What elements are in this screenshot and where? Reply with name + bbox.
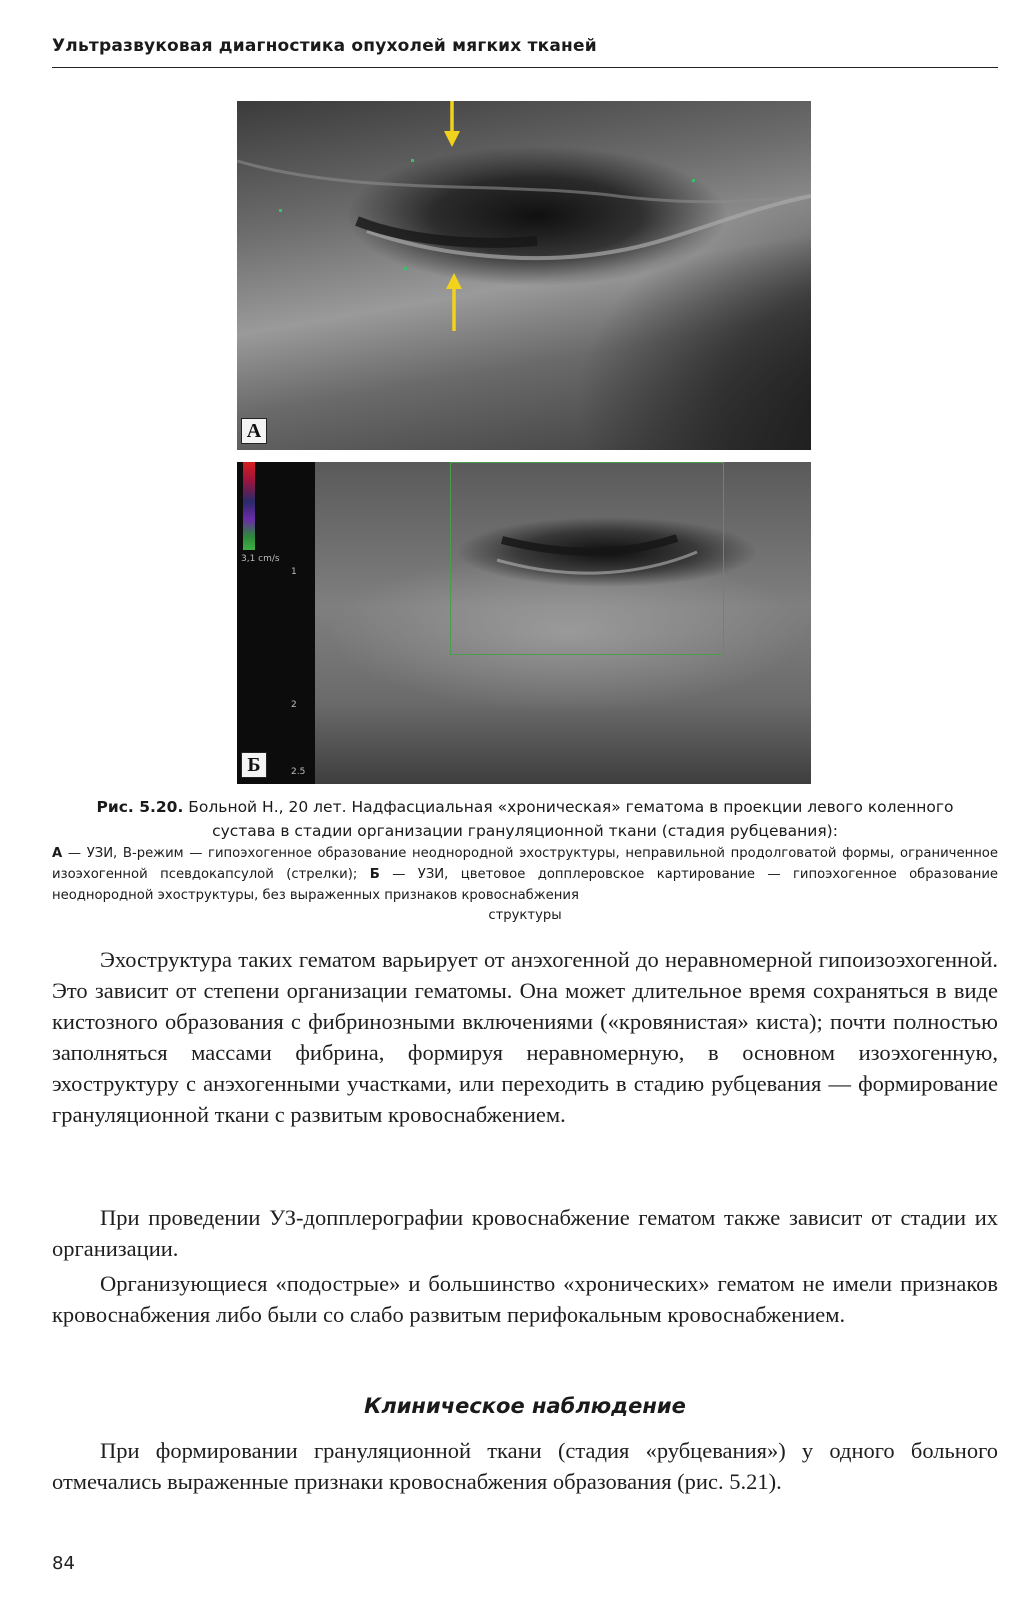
body-paragraph: При формировании грануляционной ткани (стадия «рубцевания») у одного больного отмечались выраженные признаки кровоснабжения образования (рис. 5.21). bbox=[52, 1438, 998, 1494]
ultrasound-structures-a bbox=[237, 101, 811, 450]
depth-mark: 2 bbox=[291, 700, 297, 710]
section-heading: Клиническое наблюдение bbox=[364, 1394, 686, 1418]
caption-title-text: Больной Н., 20 лет. Надфасциальная «хроническая» гематома в проекции левого коленного сустава в стадии организации грануляционной ткани (стадия рубцевания): bbox=[188, 798, 954, 840]
caption-label-b: Б bbox=[369, 867, 380, 882]
running-title: Ультразвуковая диагностика опухолей мягких тканей bbox=[52, 36, 597, 56]
panel-label-b: Б bbox=[241, 752, 267, 778]
body-paragraph: Организующиеся «подострые» и большинство «хронических» гематом не имели признаков кровоснабжения либо были со слабо развитым перифокальным кровоснабжением. bbox=[52, 1271, 998, 1327]
ultrasound-image-a bbox=[237, 101, 811, 450]
caption-text-b: — УЗИ, цветовое допплеровское картирование — гипоэхогенное образование неоднородной эхоструктуры, без выраженных признаков кровоснабжения bbox=[52, 867, 999, 903]
page-number: 84 bbox=[52, 1553, 75, 1574]
arrow-down-icon bbox=[442, 101, 462, 149]
caliper-marker bbox=[279, 209, 282, 212]
caliper-marker bbox=[404, 267, 407, 270]
caption-title bbox=[52, 795, 998, 843]
body-paragraph: При проведении УЗ-допплерографии кровоснабжение гематом также зависит от стадии их организации. bbox=[52, 1205, 998, 1261]
figure-number: Рис. 5.20. bbox=[96, 798, 184, 816]
caliper-marker bbox=[411, 159, 414, 162]
body-paragraph: Эхоструктура таких гематом варьирует от анэхогенной до неравномерной гипоизоэхогенной. Это зависит от степени организации гематомы. Она может длительное время сохраняться в виде кистозного образования с фибринозными включениями («кровянистая» киста); почти полностью заполняться массами фибрина, формируя неравномерную, в основном изоэхогенную, эхоструктуру с анэхогенными участками, или переходить в стадию рубцевания — формирование грануляционной ткани с развитым кровоснабжением. bbox=[52, 947, 998, 1127]
header-rule bbox=[52, 67, 998, 68]
caption-end: структуры bbox=[488, 908, 562, 923]
depth-mark: 2.5 bbox=[291, 767, 306, 777]
caption-text-a: — УЗИ, В-режим — гипоэхогенное образование неоднородной эхоструктуры, неправильной продолговатой формы, ограниченное изоэхогенной псевдокапсулой (стрелки); bbox=[52, 846, 998, 882]
depth-mark: 1 bbox=[291, 567, 297, 577]
caption-detail bbox=[52, 843, 998, 906]
panel-label-a: А bbox=[241, 418, 267, 444]
velocity-scale-label: 3,1 cm/s bbox=[241, 554, 280, 564]
doppler-roi-box bbox=[450, 462, 724, 655]
arrow-up-icon bbox=[444, 273, 464, 331]
caliper-marker bbox=[692, 179, 695, 182]
caption-label-a: А bbox=[52, 846, 63, 861]
ultrasound-image-b bbox=[237, 462, 811, 784]
figure-caption bbox=[52, 795, 998, 926]
